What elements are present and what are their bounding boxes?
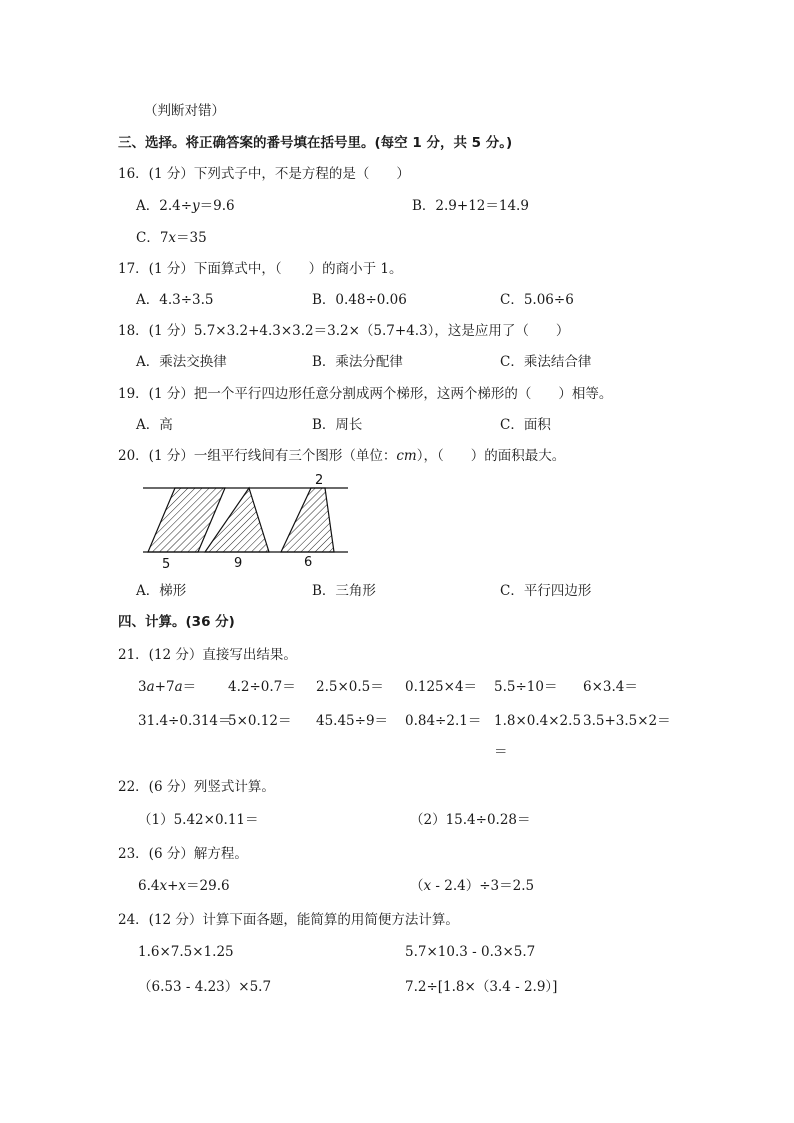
q21-r1-item-5: 5.5÷10＝ bbox=[494, 679, 558, 695]
q21-r2-item-6: 3.5+3.5×2＝ bbox=[583, 713, 671, 729]
q21-r1-item-1: 3a+7a＝ bbox=[138, 679, 197, 695]
q16-stem: 16．(1 分）下列式子中，不是方程的是（ ） bbox=[118, 166, 410, 182]
q21-r1-item-6: 6×3.4＝ bbox=[583, 679, 638, 695]
label-base-9: 9 bbox=[234, 556, 243, 571]
q17-stem: 17．(1 分）下面算式中，（ ）的商小于 1。 bbox=[118, 261, 403, 277]
q18-stem: 18．(1 分）5.7×3.2+4.3×3.2＝3.2×（5.7+4.3），这是应用了（ ） bbox=[118, 323, 570, 339]
parallel-lines-figure bbox=[135, 470, 360, 575]
judge-note: （判断对错） bbox=[144, 103, 225, 119]
q21-r2-item-2: 5×0.12＝ bbox=[228, 713, 292, 729]
q16-option-b[interactable]: B．2.9+12＝14.9 bbox=[412, 198, 529, 214]
q19-stem: 19．(1 分）把一个平行四边形任意分割成两个梯形，这两个梯形的（ ）相等。 bbox=[118, 386, 613, 402]
label-base-6: 6 bbox=[304, 555, 313, 570]
section-3-title: 三、选择。将正确答案的番号填在括号里。(每空 1 分，共 5 分。) bbox=[118, 135, 513, 151]
q22-part-2: （2）15.4÷0.28＝ bbox=[410, 812, 531, 828]
q18-option-a[interactable]: A．乘法交换律 bbox=[136, 354, 227, 370]
q20-option-a[interactable]: A．梯形 bbox=[136, 583, 187, 599]
q17-option-c[interactable]: C．5.06÷6 bbox=[500, 292, 574, 308]
q23-equation-1: 6.4x+x＝29.6 bbox=[138, 878, 230, 894]
q21-r1-item-4: 0.125×4＝ bbox=[405, 679, 478, 695]
q23-equation-2: （x - 2.4）÷3＝2.5 bbox=[410, 878, 535, 894]
q21-r2-item-5-continuation: ＝ bbox=[494, 744, 508, 760]
label-top-2: 2 bbox=[315, 473, 324, 488]
trapezoid-shape bbox=[281, 488, 334, 552]
label-base-5: 5 bbox=[162, 557, 171, 572]
q19-option-a[interactable]: A．高 bbox=[136, 417, 173, 433]
q21-r1-item-3: 2.5×0.5＝ bbox=[316, 679, 384, 695]
q21-r2-item-5: 1.8×0.4×2.5 bbox=[494, 713, 582, 729]
q19-option-b[interactable]: B．周长 bbox=[312, 417, 363, 433]
q21-r2-item-4: 0.84÷2.1＝ bbox=[405, 713, 482, 729]
q18-option-b[interactable]: B．乘法分配律 bbox=[312, 354, 403, 370]
q21-r2-item-1: 31.4÷0.314＝ bbox=[138, 713, 232, 729]
q22-stem: 22．(6 分）列竖式计算。 bbox=[118, 779, 275, 795]
q21-r2-item-3: 45.45÷9＝ bbox=[316, 713, 389, 729]
q20-option-c[interactable]: C．平行四边形 bbox=[500, 583, 592, 599]
q20-option-b[interactable]: B．三角形 bbox=[312, 583, 376, 599]
q18-option-c[interactable]: C．乘法结合律 bbox=[500, 354, 592, 370]
q21-stem: 21．(12 分）直接写出结果。 bbox=[118, 647, 297, 663]
q22-part-1: （1）5.42×0.11＝ bbox=[138, 812, 259, 828]
q24-part-1: 1.6×7.5×1.25 bbox=[138, 944, 234, 960]
q16-option-a[interactable]: A．2.4÷y＝9.6 bbox=[136, 198, 235, 214]
q24-part-3: （6.53 - 4.23）×5.7 bbox=[138, 979, 272, 995]
q21-r1-item-2: 4.2÷0.7＝ bbox=[228, 679, 296, 695]
section-4-title: 四、计算。(36 分) bbox=[118, 614, 235, 630]
q24-stem: 24．(12 分）计算下面各题，能简算的用简便方法计算。 bbox=[118, 912, 459, 928]
q24-part-4: 7.2÷[1.8×（3.4 - 2.9）] bbox=[405, 979, 558, 995]
q19-option-c[interactable]: C．面积 bbox=[500, 417, 551, 433]
q16-option-c[interactable]: C．7x＝35 bbox=[136, 230, 207, 246]
q24-part-2: 5.7×10.3 - 0.3×5.7 bbox=[405, 944, 536, 960]
q23-stem: 23．(6 分）解方程。 bbox=[118, 846, 248, 862]
q17-option-b[interactable]: B．0.48÷0.06 bbox=[312, 292, 407, 308]
q17-option-a[interactable]: A．4.3÷3.5 bbox=[136, 292, 214, 308]
q20-stem: 20．(1 分）一组平行线间有三个图形（单位：cm），（ ）的面积最大。 bbox=[118, 448, 566, 464]
